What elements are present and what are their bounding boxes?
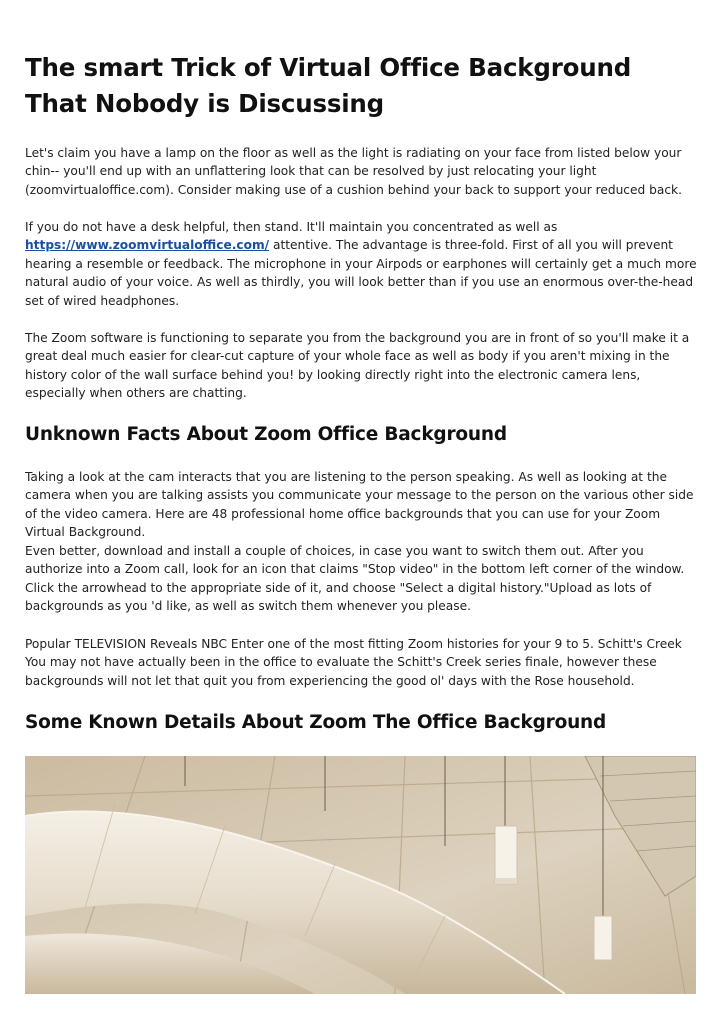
zoomvirtualoffice-link[interactable]: https://www.zoomvirtualoffice.com/ [25, 238, 270, 253]
office-ceiling-photo [25, 756, 696, 994]
paragraph-desk-text-before: If you do not have a desk helpful, then stand. It'll maintain you concentrated as well as [25, 220, 558, 234]
paragraph-desk-text-after: attentive. The advantage is three-fold. First of all you will prevent hearing a resemble or feedback. The microphone in your Airpods or earphones will certainly get a much more natural audio of your voice. As well as thirdly, you will look better than if you use an enormous over-the-head set of wired headphones. [25, 238, 697, 308]
section-heading-unknown-facts: Unknown Facts About Zoom Office Background [25, 424, 507, 445]
page-title: The smart Trick of Virtual Office Background That Nobody is Discussing [25, 53, 632, 118]
section-heading-known-details: Some Known Details About Zoom The Office Background [25, 712, 607, 733]
paragraph-zoom-software: The Zoom software is functioning to separate you from the background you are in front of so you'll make it a great deal much easier for clear-cut capture of your whole face as well as body if you aren't mixing in the history color of the wall surface behind you! by looking directly right into the electronic camera lens, especially when others are chatting. [25, 331, 690, 401]
ceiling-duct-photo-icon [25, 756, 696, 994]
paragraph-camera: Taking a look at the cam interacts that you are listening to the person speaking. As well as looking at the camera when you are talking assists you communicate your message to the person on the various other side of the video camera. Here are 48 professional home office backgrounds that you can use for your Zoom Virtual Background. [25, 470, 694, 540]
paragraph-desk [25, 218, 697, 310]
paragraph-download: Even better, download and install a couple of choices, in case you want to switch them out. After you authorize into a Zoom call, look for an icon that claims "Stop video" in the bottom left corner of the window. Click the arrowhead to the appropriate side of it, and choose "Select a digital history."Upload as lots of backgrounds as you 'd like, as well as switch them whenever you please. [25, 544, 685, 614]
paragraph-popular-tv: Popular TELEVISION Reveals NBC Enter one of the most fitting Zoom histories for your 9 to 5. Schitt's Creek You may not have actually been in the office to evaluate the Schitt's Creek series finale, however these backgrounds will not let that quit you from experiencing the good ol' days with the Rose household. [25, 637, 682, 688]
paragraph-lamp: Let's claim you have a lamp on the floor as well as the light is radiating on your face from listed below your chin-- you'll end up with an unflattering look that can be resolved by just relocating your light (zoomvirtualoffice.com). Consider making use of a cushion behind your back to support your reduced back. [25, 146, 682, 197]
